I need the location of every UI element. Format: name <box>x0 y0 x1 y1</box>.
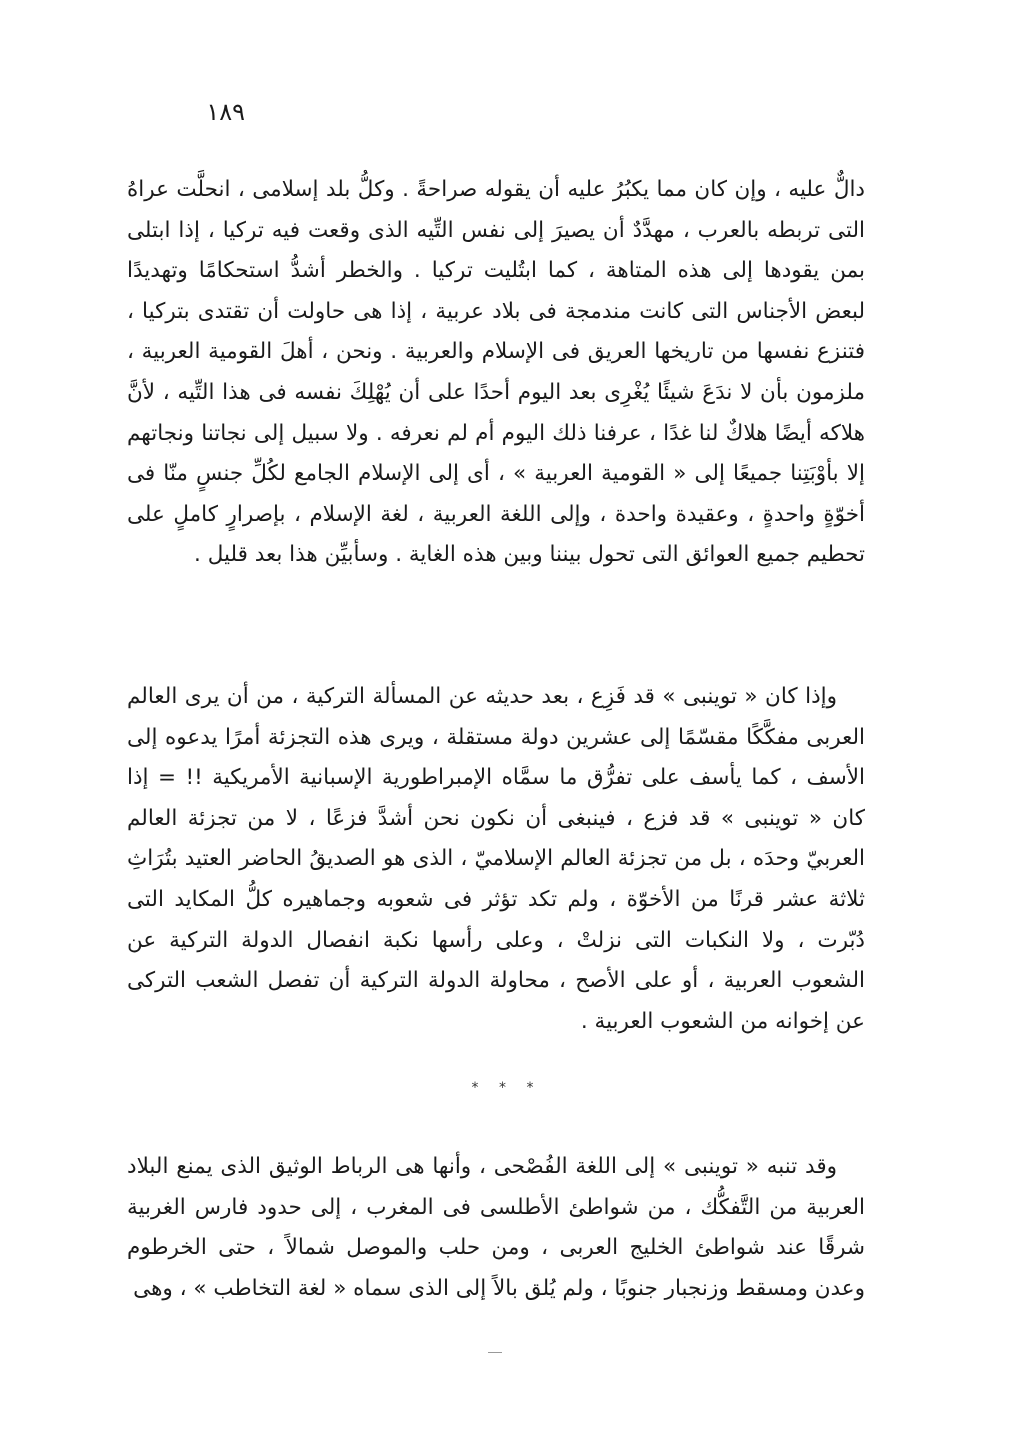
paragraph-3 <box>127 1147 865 1309</box>
paragraph-2-text: وإذا كان « توينبى » قد فَزِع ، بعد حديثه عن المسألة التركية ، من أن يرى العالم العربى مفكَّكًا مقسّمًا إلى عشرين دولة مستقلة ، ويرى هذه التجزئة أمرًا يدعوه إلى الأسف ، كما يأسف على تفرُّق ما سمَّاه الإمبراطورية الإسبانية الأمريكية !! = إذا كان « توينبى » قد فزع ، فينبغى أن نكون نحن أشدَّ فزعًا ، لا من تجزئة العالم العربيّ وحدَه ، بل من تجزئة العالم الإسلاميّ ، الذى هو الصديقُ الحاضر العتيد بتُرَاثِ ثلاثة عشر قرنًا من الأخوّة ، ولم تكد تؤثر فى شعوبه وجماهيره كلُّ المكايد التى دُبّرت ، ولا النكبات التى نزلتْ ، وعلى رأسها نكبة انفصال الدولة التركية عن الشعوب العربية ، أو على الأصح ، محاولة الدولة التركية أن تفصل الشعب التركى عن إخوانه من الشعوب العربية . <box>127 684 865 1034</box>
footer-mark <box>488 1352 502 1353</box>
paragraph-1 <box>127 170 865 576</box>
paragraph-3-text: وقد تنبه « توينبى » إلى اللغة الفُصْحى ، وأنها هى الرباط الوثيق الذى يمنع البلاد العربية من التَّفكُّك ، من شواطئ الأطلسى فى المغرب ، إلى حدود فارس الغربية شرقًا عند شواطئ الخليج العربى ، ومن حلب والموصل شمالاً ، حتى الخرطوم وعدن ومسقط وزنجبار جنوبًا ، ولم يُلق بالاً إلى الذى سماه « لغة التخاطب » ، وهى <box>127 1154 865 1301</box>
paragraph-1-text: دالٌّ عليه ، وإن كان مما يكبُرُ عليه أن يقوله صراحةً . وكلُّ بلد إسلامى ، انحلَّت عراهُ التى تربطه بالعرب ، مهدَّدٌ أن يصيرَ إلى نفس التِّيه الذى وقعت فيه تركيا ، إذا ابتلى بمن يقودها إلى هذه المتاهة ، كما ابتُليت تركيا . والخطر أشدُّ استحكامًا وتهديدًا لبعض الأجناس التى كانت مندمجة فى بلاد عربية ، إذا هى حاولت أن تقتدى بتركيا ، فتنزع نفسها من تاريخها العريق فى الإسلام والعربية . ونحن ، أهلَ القومية العربية ، ملزمون بأن لا ندَعَ شيئًا يُغْرِى بعد اليوم أحدًا على أن يُهْلِكَ نفسه فى هذا التِّيه ، لأنَّ هلاكه أيضًا هلاكٌ لنا غدًا ، عرفنا ذلك اليوم أم لم نعرفه . ولا سبيل إلى نجاتنا ونجاتهم إلا بأوْبَتِنا جميعًا إلى « القومية العربية » ، أى إلى الإسلام الجامع لكُلِّ جنسٍ منّا فى أخوّةٍ واحدةٍ ، وعقيدة واحدة ، وإلى اللغة العربية ، لغة الإسلام ، بإصرارٍ كاملٍ على تحطيم جميع العوائق التى تحول بيننا وبين هذه الغاية . وسأبيِّن هذا بعد قليل . <box>127 177 865 568</box>
section-separator: * * * <box>471 1080 542 1096</box>
page-number: ١٨٩ <box>206 98 245 126</box>
paragraph-2 <box>127 677 865 1042</box>
